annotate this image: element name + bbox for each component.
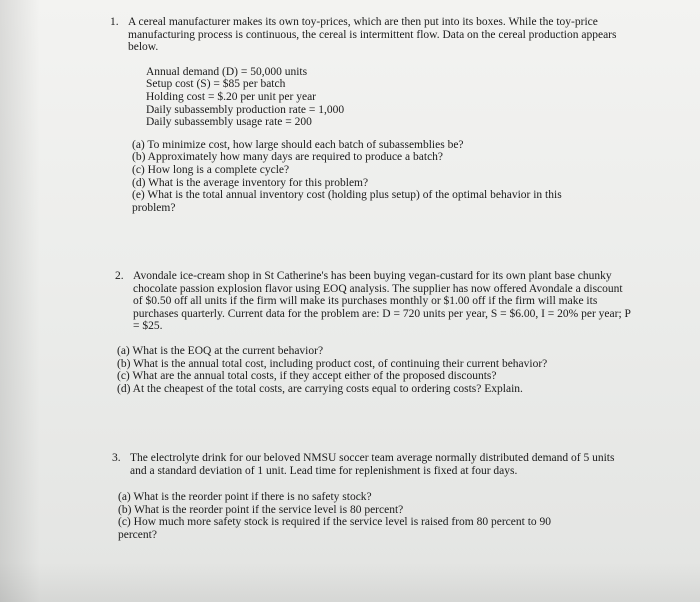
question-text: A cereal manufacturer makes its own toy-prices, which are then put into its boxes. While the toy-price manufacturing process is continuous, the cereal is intermittent flow. Data on the cereal production appears below. (128, 16, 617, 54)
question-1 (110, 16, 628, 214)
question-number: 1. (110, 16, 119, 28)
sub-question: (e) What is the total annual inventory cost (holding plus setup) of the optimal behavior in this problem? (132, 189, 562, 214)
sub-question: (c) What are the annual total costs, if they accept either of the proposed discounts? (117, 370, 497, 383)
question-number: 2. (115, 270, 124, 282)
given-item: Daily subassembly production rate = 1,000 (146, 103, 345, 116)
page-edge-shadow (0, 0, 40, 602)
question-text: The electrolyte drink for our beloved NMSU soccer team average normally distributed demand of 5 units and a standard deviation of 1 unit. Lead time for replenishment is fixed at four days. (130, 452, 615, 477)
sub-questions (118, 491, 588, 541)
sub-question: (d) At the cheapest of the total costs, are carrying costs equal to ordering costs? Explain. (117, 382, 523, 395)
question-2 (115, 270, 633, 395)
sub-question: (b) Approximately how many days are required to produce a batch? (132, 151, 444, 164)
question-text: Avondale ice-cream shop in St Catherine's has been buying vegan-custard for its own plant base chunky chocolate passion explosion flavor using EOQ analysis. The supplier has now offered Avondale a discount of $0.50 off all units if the firm will make its purchases monthly or $1.00 off if the firm will make its purchases quarterly. Current data for the problem are: D = 720 units per year, S = $6.00, I = 20% per year; P = $25. (133, 270, 631, 333)
given-item: Annual demand (D) = 50,000 units (146, 65, 308, 78)
question-3 (112, 452, 630, 542)
given-item: Daily subassembly usage rate = 200 (146, 116, 312, 129)
given-item: Setup cost (S) = $85 per batch (146, 78, 286, 91)
given-item: Holding cost = $.20 per unit per year (146, 90, 317, 103)
sub-question: (c) How long is a complete cycle? (132, 163, 290, 176)
page-bottom-shadow (0, 562, 700, 602)
sub-question: (d) What is the average inventory for this problem? (132, 176, 369, 189)
sub-question: (b) What is the reorder point if the service level is 80 percent? (118, 503, 404, 516)
sub-questions (132, 139, 602, 215)
sub-question: (a) What is the EOQ at the current behavior? (117, 344, 324, 357)
sub-question: (a) What is the reorder point if there is no safety stock? (118, 491, 372, 504)
sub-questions (117, 345, 587, 395)
sub-question: (b) What is the annual total cost, including product cost, of continuing their current behavior? (117, 357, 548, 370)
sub-question: (a) To minimize cost, how large should each batch of subassemblies be? (132, 138, 464, 151)
question-number: 3. (112, 452, 121, 464)
sub-question: (c) How much more safety stock is required if the service level is raised from 80 percent to 90 percent? (118, 516, 552, 541)
given-data (146, 66, 628, 129)
